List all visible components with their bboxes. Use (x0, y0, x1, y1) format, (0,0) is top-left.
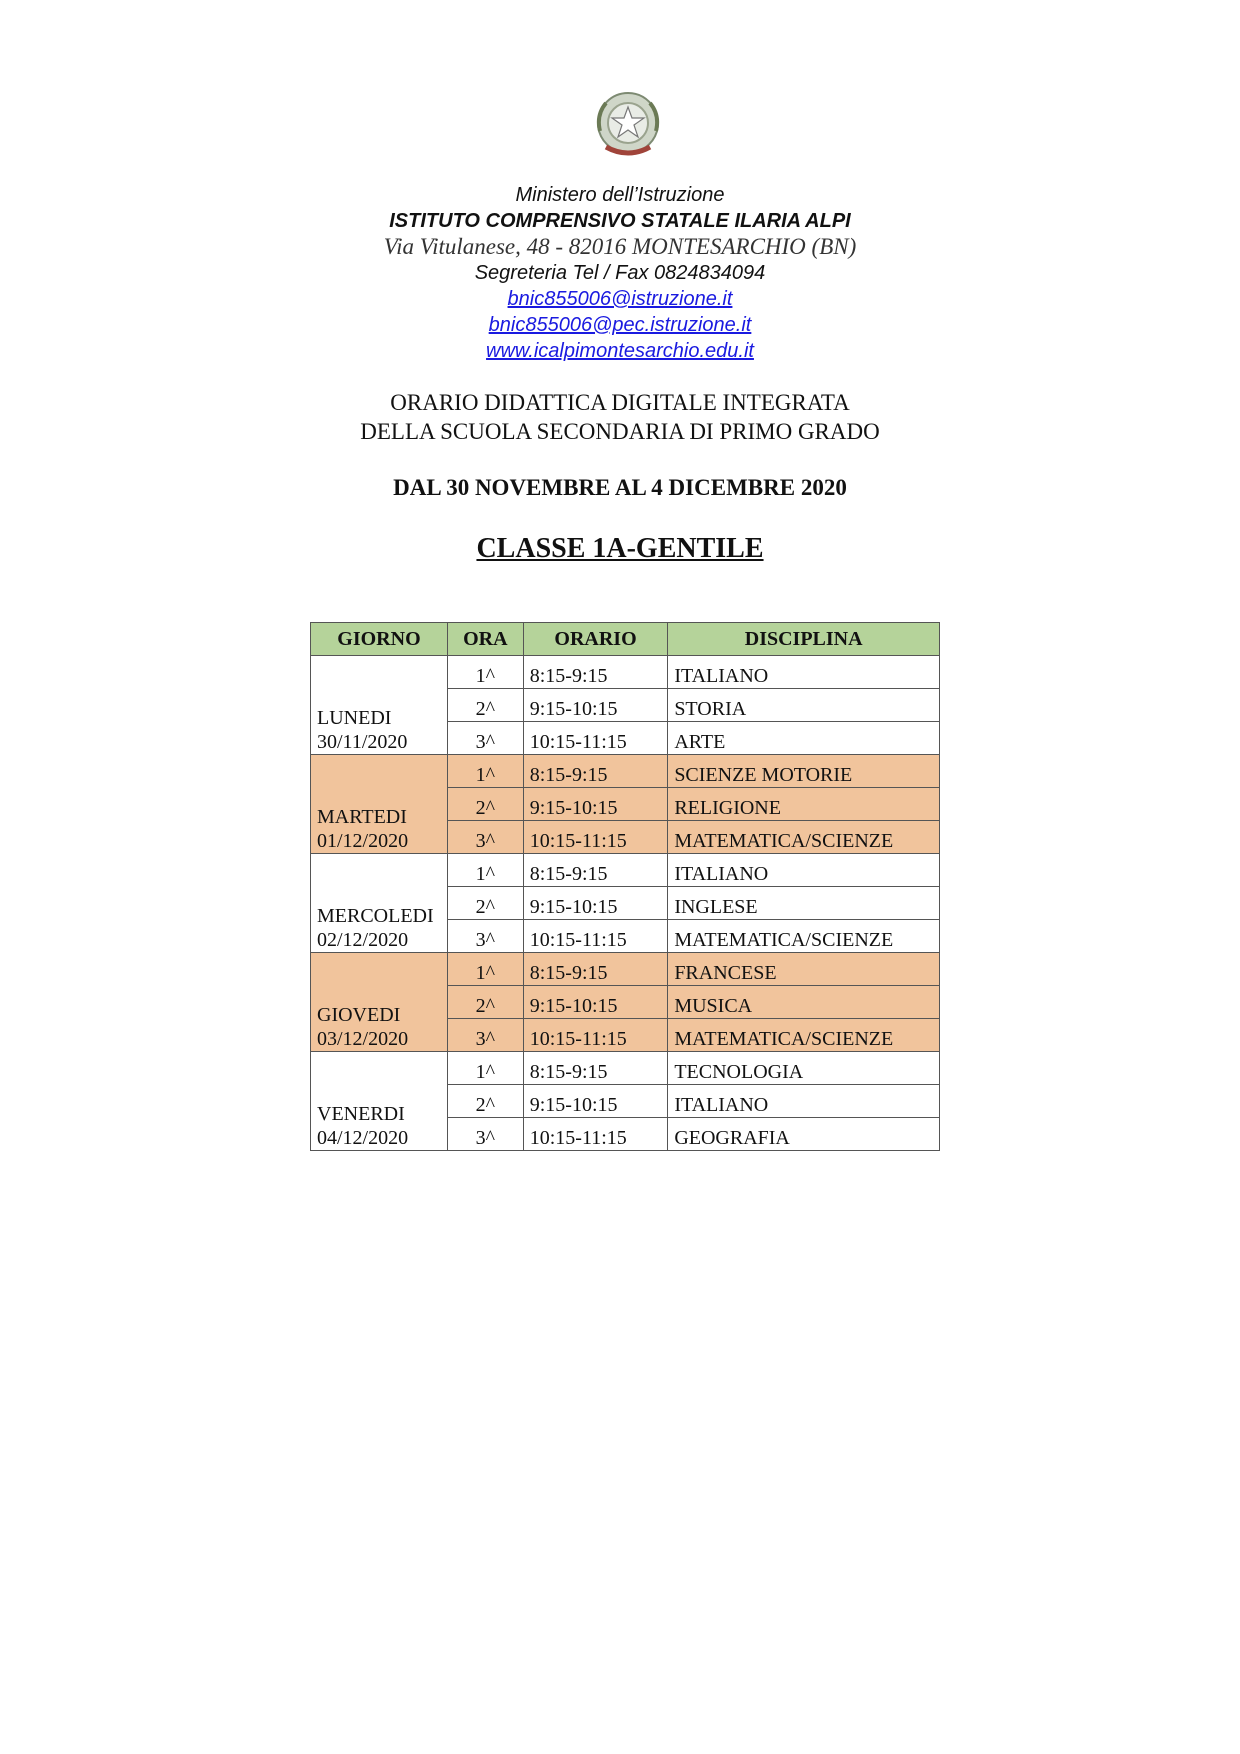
ora-cell: 3^ (447, 722, 523, 755)
institute-address: Via Vitulanese, 48 - 82016 MONTESARCHIO (BN) (383, 234, 857, 259)
disciplina-cell: ITALIANO (668, 656, 940, 689)
disciplina-cell: STORIA (668, 689, 940, 722)
ora-cell: 2^ (447, 887, 523, 920)
table-row (311, 755, 940, 788)
ora-cell: 1^ (447, 953, 523, 986)
orario-cell: 10:15-11:15 (523, 1019, 668, 1052)
header-disciplina: DISCIPLINA (668, 623, 940, 656)
disciplina-cell: RELIGIONE (668, 788, 940, 821)
disciplina-cell: MATEMATICA/SCIENZE (668, 1019, 940, 1052)
disciplina-cell: ARTE (668, 722, 940, 755)
header-giorno: GIORNO (311, 623, 448, 656)
ora-cell: 1^ (447, 755, 523, 788)
day-name: LUNEDI (317, 707, 392, 729)
disciplina-cell: SCIENZE MOTORIE (668, 755, 940, 788)
disciplina-cell: MUSICA (668, 986, 940, 1019)
pec-email-link[interactable]: bnic855006@pec.istruzione.it (488, 314, 752, 336)
ora-cell: 3^ (447, 1019, 523, 1052)
day-cell (311, 953, 448, 1052)
day-cell (311, 854, 448, 953)
day-date: 30/11/2020 (317, 731, 408, 753)
table-row (311, 1052, 940, 1085)
orario-cell: 9:15-10:15 (523, 689, 668, 722)
ora-cell: 3^ (447, 1118, 523, 1151)
orario-cell: 8:15-9:15 (523, 1052, 668, 1085)
day-date: 03/12/2020 (317, 1028, 409, 1050)
day-cell (311, 656, 448, 755)
institute-phone: Segreteria Tel / Fax 0824834094 (474, 262, 766, 284)
ora-cell: 1^ (447, 1052, 523, 1085)
orario-cell: 10:15-11:15 (523, 821, 668, 854)
title-line-2: DELLA SCUOLA SECONDARIA DI PRIMO GRADO (360, 419, 880, 444)
institute-name: ISTITUTO COMPRENSIVO STATALE ILARIA ALPI (389, 210, 851, 232)
header-ora: ORA (447, 623, 523, 656)
ora-cell: 2^ (447, 788, 523, 821)
orario-cell: 8:15-9:15 (523, 953, 668, 986)
orario-cell: 9:15-10:15 (523, 986, 668, 1019)
disciplina-cell: GEOGRAFIA (668, 1118, 940, 1151)
orario-cell: 8:15-9:15 (523, 656, 668, 689)
disciplina-cell: TECNOLOGIA (668, 1052, 940, 1085)
school-header (0, 182, 1240, 364)
ora-cell: 3^ (447, 821, 523, 854)
table-row (311, 656, 940, 689)
day-name: MARTEDI (317, 806, 407, 828)
ora-cell: 2^ (447, 986, 523, 1019)
day-date: 04/12/2020 (317, 1127, 409, 1149)
day-name: GIOVEDI (317, 1004, 401, 1026)
day-cell (311, 755, 448, 854)
orario-cell: 10:15-11:15 (523, 722, 668, 755)
table-row (311, 854, 940, 887)
disciplina-cell: MATEMATICA/SCIENZE (668, 920, 940, 953)
date-range: DAL 30 NOVEMBRE AL 4 DICEMBRE 2020 (393, 475, 847, 500)
orario-cell: 10:15-11:15 (523, 1118, 668, 1151)
disciplina-cell: INGLESE (668, 887, 940, 920)
orario-cell: 9:15-10:15 (523, 887, 668, 920)
ministry-name: Ministero dell’Istruzione (515, 184, 725, 206)
email-link[interactable]: bnic855006@istruzione.it (507, 288, 733, 310)
ora-cell: 2^ (447, 1085, 523, 1118)
orario-cell: 9:15-10:15 (523, 788, 668, 821)
day-date: 01/12/2020 (317, 830, 409, 852)
ora-cell: 1^ (447, 854, 523, 887)
schedule-table (310, 622, 940, 1151)
italian-republic-emblem-icon (590, 85, 666, 161)
day-name: VENERDI (317, 1103, 405, 1125)
ora-cell: 1^ (447, 656, 523, 689)
disciplina-cell: FRANCESE (668, 953, 940, 986)
day-cell (311, 1052, 448, 1151)
day-date: 02/12/2020 (317, 929, 409, 951)
ora-cell: 3^ (447, 920, 523, 953)
website-link[interactable]: www.icalpimontesarchio.edu.it (486, 340, 754, 362)
ora-cell: 2^ (447, 689, 523, 722)
disciplina-cell: MATEMATICA/SCIENZE (668, 821, 940, 854)
day-name: MERCOLEDI (317, 905, 434, 927)
disciplina-cell: ITALIANO (668, 854, 940, 887)
class-heading (0, 533, 1240, 565)
disciplina-cell: ITALIANO (668, 1085, 940, 1118)
orario-cell: 8:15-9:15 (523, 755, 668, 788)
orario-cell: 10:15-11:15 (523, 920, 668, 953)
document-title (0, 388, 1240, 446)
table-row (311, 953, 940, 986)
class-name: CLASSE 1A-GENTILE (476, 533, 764, 564)
header-orario: ORARIO (523, 623, 668, 656)
title-line-1: ORARIO DIDATTICA DIGITALE INTEGRATA (390, 390, 850, 415)
orario-cell: 9:15-10:15 (523, 1085, 668, 1118)
orario-cell: 8:15-9:15 (523, 854, 668, 887)
table-header-row (311, 623, 940, 656)
